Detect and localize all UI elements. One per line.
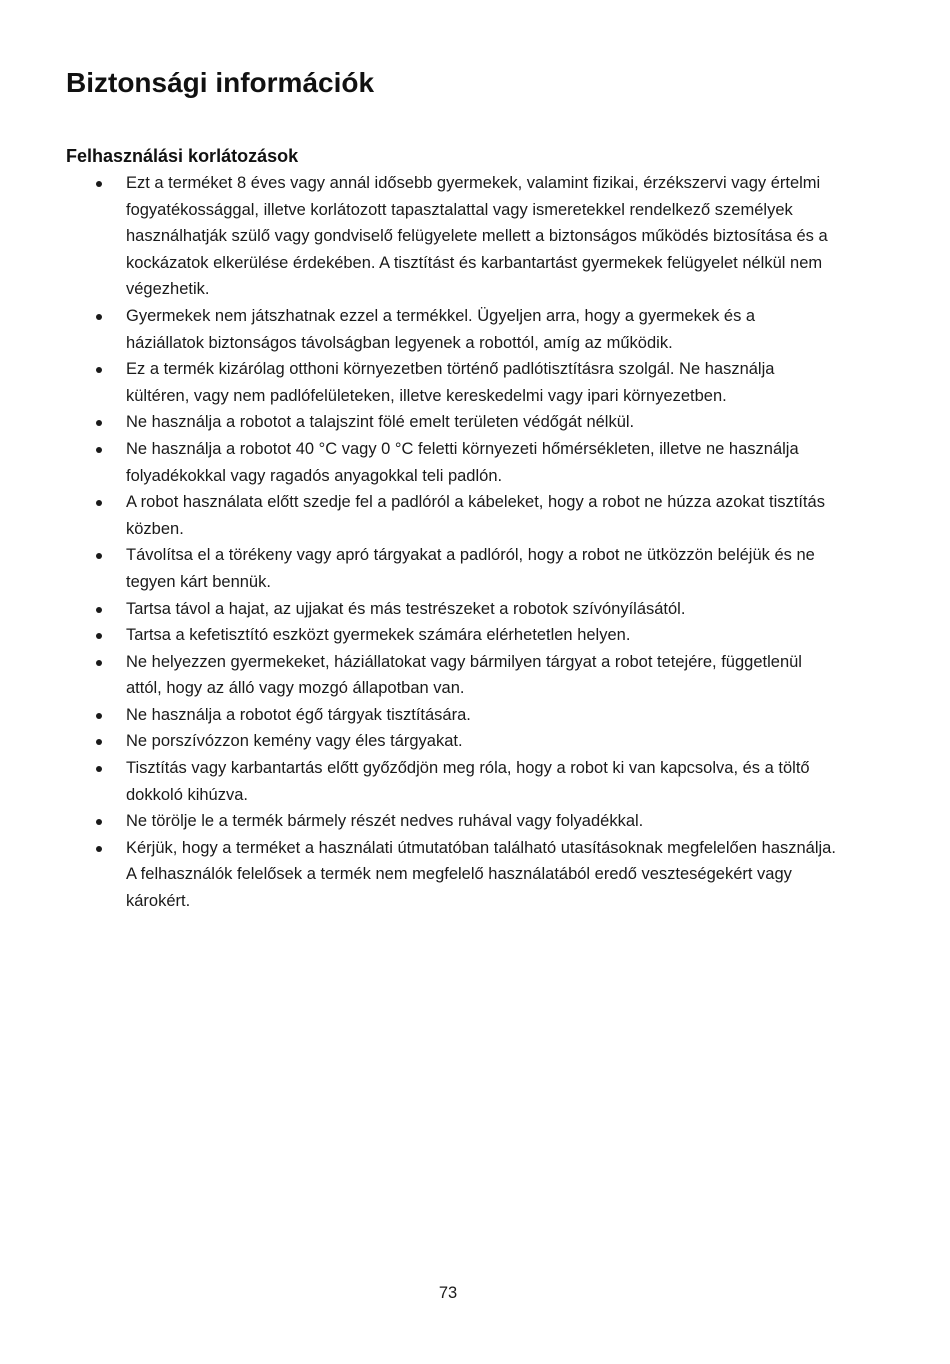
list-item-text: Ne használja a robotot a talajszint fölé emelt területen védőgát nélkül. [126,413,635,432]
list-item [66,409,836,436]
bullet-icon [96,553,102,559]
list-item-text: Gyermekek nem játszhatnak ezzel a termékkel. Ügyeljen arra, hogy a gyermekek és a háziállatok biztonságos távolságban legyenek a robottól, amíg az működik. [126,306,756,352]
list-item [66,303,836,356]
list-item [66,622,836,649]
list-item-text: Ez a termék kizárólag otthoni környezetben történő padlótisztításra szolgál. Ne használja kültéren, vagy nem padlófelületeken, illetve kereskedelmi vagy ipari környezetben. [126,360,775,405]
bullet-icon [96,739,102,745]
list-item [66,808,836,835]
list-item [66,728,836,755]
page-title: Biztonsági információk [66,67,375,98]
list-item [66,542,836,595]
list-item [66,649,836,702]
list-item-text: A robot használata előtt szedje fel a padlóról a kábeleket, hogy a robot ne húzza azokat tisztítás közben. [126,493,825,538]
bullet-icon [96,447,102,453]
list-item-text: Távolítsa el a törékeny vagy apró tárgyakat a padlóról, hogy a robot ne ütközzön beléjük és ne tegyen kárt bennük. [126,546,815,591]
page-number: 73 [438,1284,458,1302]
bullet-icon [96,660,102,666]
bullet-icon [96,314,102,320]
list-item [66,436,836,489]
bullet-icon [96,819,102,825]
list-item [66,702,836,729]
bullet-icon [96,420,102,426]
list-item-text: Tartsa távol a hajat, az ujjakat és más testrészeket a robotok szívónyílásától. [126,599,686,618]
list-item-text: Ne használja a robotot 40 °C vagy 0 °C feletti környezeti hőmérsékleten, illetve ne használja folyadékokkal vagy ragadós anyagokkal teli padlón. [126,439,799,485]
list-item-text: Ne használja a robotot égő tárgyak tisztítására. [126,705,471,724]
bullet-icon [96,766,102,772]
list-item [66,489,836,542]
list-item-text: Ne törölje le a termék bármely részét nedves ruhával vagy folyadékkal. [126,812,644,831]
list-item [66,170,836,303]
list-item-text: Tartsa a kefetisztító eszközt gyermekek számára elérhetetlen helyen. [126,626,631,645]
list-item [66,356,836,409]
bullet-icon [96,713,102,719]
list-item-text: Tisztítás vagy karbantartás előtt győződjön meg róla, hogy a robot ki van kapcsolva, és a töltő dokkoló kihúzva. [126,759,810,804]
list-item [66,755,836,808]
bullet-icon [96,846,102,852]
list-item [66,596,836,623]
list-item-text: Kérjük, hogy a terméket a használati útmutatóban található utasításoknak megfelelően használja. A felhasználók felelősek a termék nem megfelelő használatából eredő veszteségekért vagy károkért. [126,838,836,911]
bullet-list [66,170,836,915]
bullet-icon [96,367,102,373]
list-item-text: Ne porszívózzon kemény vagy éles tárgyakat. [126,732,463,751]
list-item-text: Ne helyezzen gyermekeket, háziállatokat vagy bármilyen tárgyat a robot tetejére, függetlenül attól, hogy az álló vagy mozgó állapotban van. [126,652,802,698]
list-item-text: Ezt a terméket 8 éves vagy annál idősebb gyermekek, valamint fizikai, érzékszervi vagy értelmi fogyatékossággal, illetve korlátozott tapasztalattal vagy ismeretekkel rendelkező személyek használhatják szülő vagy gondviselő felügyelete mellett a biztonságos működés biztosítása és a kockázatok elkerülése érdekében. A tisztítást és karbantartást gyermekek felügyelet nélkül nem végezhetik. [126,174,828,299]
bullet-icon [96,607,102,613]
list-item [66,835,836,915]
bullet-icon [96,500,102,506]
section-title: Felhasználási korlátozások [66,146,299,166]
bullet-icon [96,633,102,639]
bullet-icon [96,181,102,187]
